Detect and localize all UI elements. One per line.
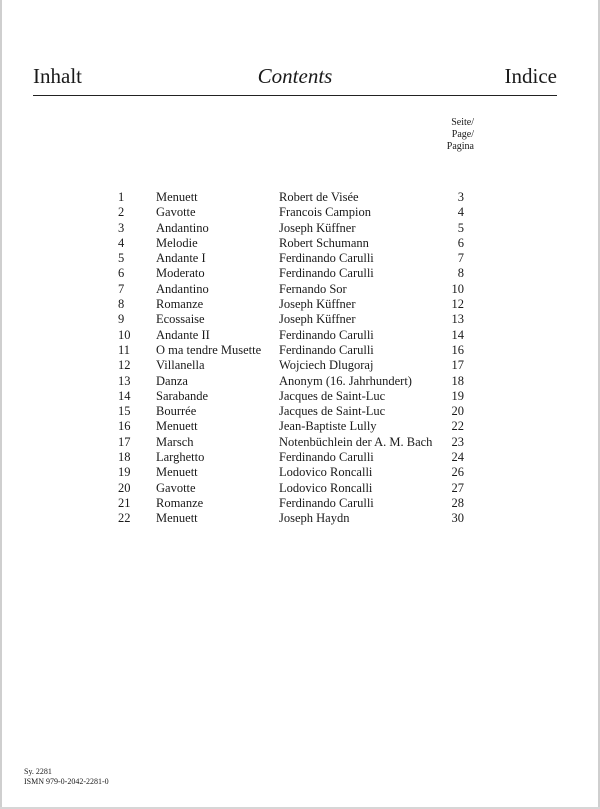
entry-composer: Lodovico Roncalli	[279, 465, 373, 480]
page-column-heading-line: Pagina	[446, 141, 474, 152]
entry-page-number: 12	[451, 297, 464, 312]
entry-composer: Robert Schumann	[279, 235, 369, 250]
table-of-contents	[0, 190, 600, 527]
page-column-heading-line: Seite/	[451, 117, 474, 128]
entry-composer: Ferdinando Carulli	[279, 342, 374, 357]
entry-number: 14	[118, 388, 131, 403]
toc-entry	[0, 435, 600, 450]
entry-page-number: 30	[451, 511, 464, 526]
entry-page-number: 23	[451, 434, 464, 449]
entry-title: Andantino	[156, 281, 209, 296]
toc-entry	[0, 205, 600, 220]
toc-entry	[0, 465, 600, 480]
entry-page-number: 8	[457, 266, 464, 281]
entry-title: Romanze	[156, 495, 204, 510]
entry-number: 9	[118, 312, 125, 327]
entry-page-number: 26	[451, 465, 464, 480]
entry-page-number: 10	[451, 281, 464, 296]
entry-title: Andante I	[156, 251, 206, 266]
entry-composer: Jean-Baptiste Lully	[279, 419, 377, 434]
entry-page-number: 5	[457, 220, 464, 235]
entry-page-number: 20	[451, 404, 464, 419]
entry-number: 6	[118, 266, 125, 281]
entry-page-number: 27	[451, 480, 464, 495]
entry-composer: Joseph Haydn	[279, 511, 350, 526]
header-title-english: Contents	[257, 64, 333, 88]
entry-title: Bourrée	[156, 404, 197, 419]
toc-entry	[0, 450, 600, 465]
toc-entry	[0, 312, 600, 327]
entry-title: Menuett	[156, 190, 198, 204]
entry-page-number: 17	[451, 358, 464, 373]
entry-composer: Fernando Sor	[279, 281, 347, 296]
page-column-heading	[400, 117, 474, 153]
toc-entry	[0, 251, 600, 266]
entry-page-number: 3	[457, 190, 464, 204]
entry-composer: Joseph Küffner	[279, 312, 356, 327]
entry-number: 3	[118, 220, 125, 235]
entry-title: Andante II	[156, 327, 210, 342]
entry-number: 11	[118, 342, 131, 357]
entry-title: Marsch	[156, 434, 194, 449]
entry-number: 19	[118, 465, 131, 480]
header-title-german: Inhalt	[33, 64, 82, 88]
toc-entry	[0, 374, 600, 389]
entry-title: Menuett	[156, 419, 198, 434]
page-header	[33, 62, 557, 92]
toc-entry	[0, 282, 600, 297]
entry-number: 20	[118, 480, 131, 495]
toc-entry	[0, 297, 600, 312]
entry-page-number: 28	[451, 495, 464, 510]
entry-page-number: 19	[451, 388, 464, 403]
toc-entry	[0, 389, 600, 404]
page-column-heading-line: Page/	[451, 129, 474, 140]
entry-number: 2	[118, 205, 125, 220]
toc-entry	[0, 404, 600, 419]
entry-page-number: 14	[451, 327, 464, 342]
header-divider	[33, 95, 557, 96]
entry-number: 17	[118, 434, 131, 449]
entry-composer: Joseph Küffner	[279, 297, 356, 312]
entry-title: Gavotte	[156, 205, 196, 220]
entry-title: Menuett	[156, 511, 198, 526]
entry-page-number: 16	[451, 342, 464, 357]
entry-composer: Jacques de Saint-Luc	[279, 388, 386, 403]
entry-composer: Lodovico Roncalli	[279, 480, 373, 495]
toc-entry	[0, 221, 600, 236]
entry-page-number: 22	[451, 419, 464, 434]
toc-entry	[0, 236, 600, 251]
catalog-number: Sy. 2281	[24, 767, 52, 776]
entry-title: O ma tendre Musette	[156, 342, 262, 357]
entry-title: Moderato	[156, 266, 205, 281]
publisher-footer	[24, 767, 109, 787]
entry-composer: Ferdinando Carulli	[279, 266, 374, 281]
entry-number: 15	[118, 404, 131, 419]
entry-title: Melodie	[156, 235, 198, 250]
entry-title: Villanella	[156, 358, 205, 373]
ismn-number: ISMN 979-0-2042-2281-0	[24, 777, 109, 786]
entry-page-number: 4	[457, 205, 464, 220]
entry-page-number: 18	[451, 373, 464, 388]
entry-title: Danza	[156, 373, 188, 388]
entry-number: 1	[118, 190, 125, 204]
toc-entry	[0, 481, 600, 496]
entry-number: 12	[118, 358, 131, 373]
entry-number: 4	[118, 235, 125, 250]
entry-page-number: 7	[457, 251, 464, 266]
entry-composer: Francois Campion	[279, 205, 372, 220]
toc-entry	[0, 358, 600, 373]
toc-entry	[0, 511, 600, 526]
entry-number: 8	[118, 297, 125, 312]
entry-composer: Ferdinando Carulli	[279, 251, 374, 266]
toc-entry	[0, 343, 600, 358]
entry-number: 18	[118, 450, 131, 465]
entry-number: 16	[118, 419, 131, 434]
entry-composer: Ferdinando Carulli	[279, 450, 374, 465]
entry-composer: Wojciech Dlugoraj	[279, 358, 374, 373]
entry-composer: Notenbüchlein der A. M. Bach	[279, 434, 433, 449]
entry-page-number: 24	[451, 450, 464, 465]
entry-page-number: 13	[451, 312, 464, 327]
entry-composer: Ferdinando Carulli	[279, 327, 374, 342]
entry-number: 22	[118, 511, 131, 526]
entry-title: Sarabande	[156, 388, 209, 403]
toc-entry	[0, 328, 600, 343]
entry-title: Romanze	[156, 297, 204, 312]
entry-number: 10	[118, 327, 131, 342]
entry-number: 5	[118, 251, 125, 266]
entry-composer: Ferdinando Carulli	[279, 495, 374, 510]
entry-composer: Anonym (16. Jahrhundert)	[279, 373, 412, 388]
entry-title: Larghetto	[156, 450, 205, 465]
toc-entry	[0, 496, 600, 511]
entry-title: Gavotte	[156, 480, 196, 495]
toc-entry	[0, 419, 600, 434]
header-title-italian: Indice	[504, 64, 557, 88]
entry-composer: Joseph Küffner	[279, 220, 356, 235]
entry-composer: Jacques de Saint-Luc	[279, 404, 386, 419]
entry-number: 21	[118, 495, 131, 510]
entry-page-number: 6	[457, 235, 464, 250]
entry-title: Menuett	[156, 465, 198, 480]
entry-number: 13	[118, 373, 131, 388]
entry-number: 7	[118, 281, 125, 296]
entry-title: Ecossaise	[156, 312, 205, 327]
toc-entry	[0, 190, 600, 205]
toc-entry	[0, 266, 600, 281]
entry-composer: Robert de Visée	[279, 190, 359, 204]
entry-title: Andantino	[156, 220, 209, 235]
